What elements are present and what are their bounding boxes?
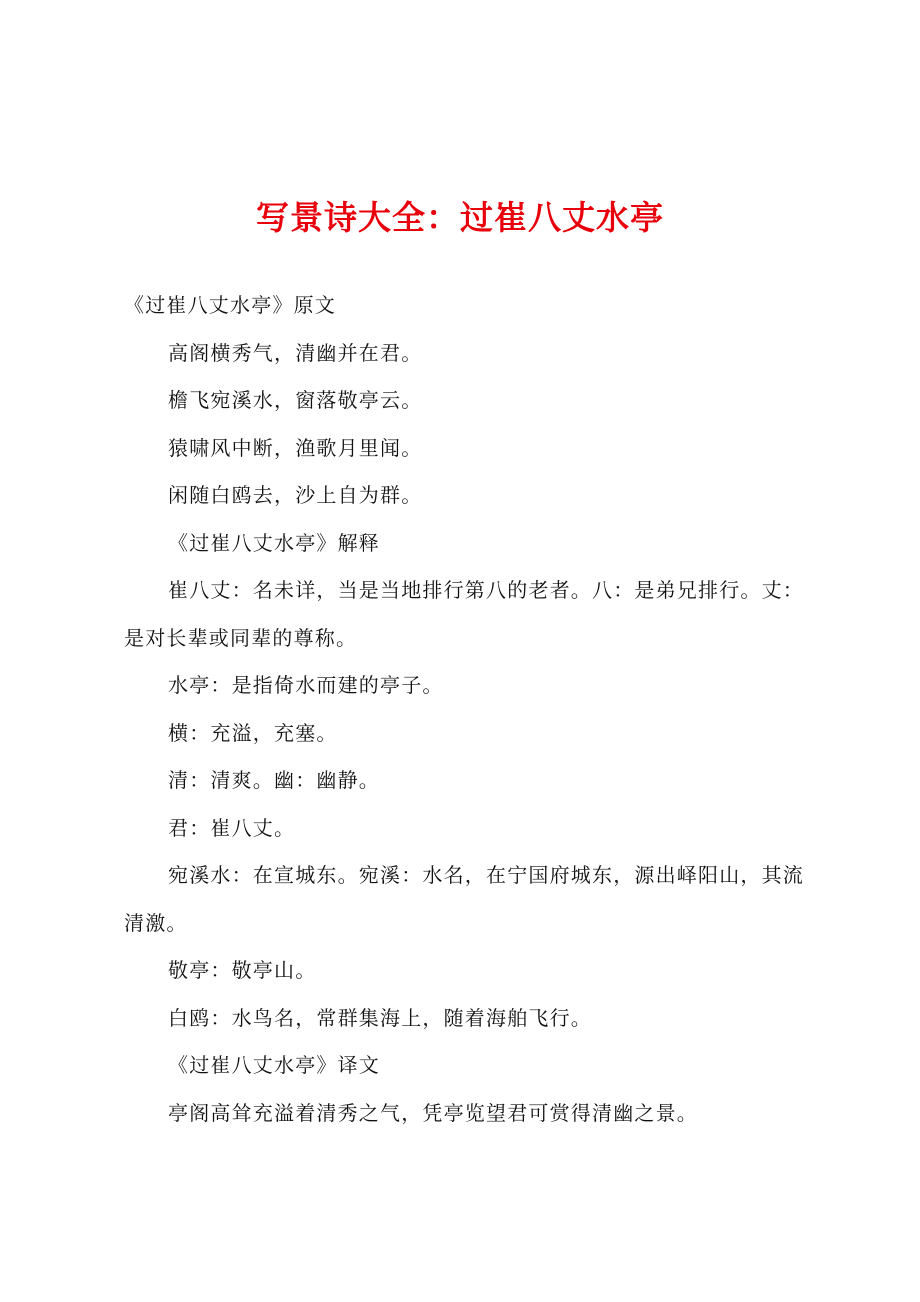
note-paragraph: 白鸥：水鸟名，常群集海上，随着海舶飞行。 bbox=[168, 1005, 592, 1030]
section-heading-explanation: 《过崔八丈水亭》解释 bbox=[168, 530, 380, 555]
note-paragraph: 宛溪水：在宣城东。宛溪：水名，在宁国府城东，源出峄阳山，其流清激。 bbox=[124, 863, 804, 935]
note-paragraph: 崔八丈：名未详，当是当地排行第八的老者。八：是弟兄排行。丈：是对长辈或同辈的尊称。 bbox=[124, 578, 804, 650]
note-paragraph: 水亭：是指倚水而建的亭子。 bbox=[168, 673, 444, 697]
note-paragraph: 敬亭：敬亭山。 bbox=[168, 958, 317, 982]
poem-line-2: 檐飞宛溪水，窗落敬亭云。 bbox=[168, 388, 423, 412]
poem-line-1: 高阁横秀气，清幽并在君。 bbox=[168, 340, 423, 365]
page-title: 写景诗大全：过崔八丈水亭 bbox=[256, 198, 664, 237]
translation-paragraph: 亭阁高耸充溢着清秀之气，凭亭览望君可赏得清幽之景。 bbox=[168, 1100, 698, 1125]
section-heading-translation: 《过崔八丈水亭》译文 bbox=[168, 1053, 380, 1077]
section-heading-original: 《过崔八丈水亭》原文 bbox=[124, 293, 336, 317]
note-paragraph: 清：清爽。幽：幽静。 bbox=[168, 768, 380, 792]
document-body bbox=[124, 282, 814, 1137]
poem-line-3: 猿啸风中断，渔歌月里闻。 bbox=[168, 435, 423, 460]
note-paragraph: 横：充溢，充塞。 bbox=[168, 720, 338, 745]
poem-line-4: 闲随白鸥去，沙上自为群。 bbox=[168, 483, 423, 507]
note-paragraph: 君：崔八丈。 bbox=[168, 815, 296, 840]
